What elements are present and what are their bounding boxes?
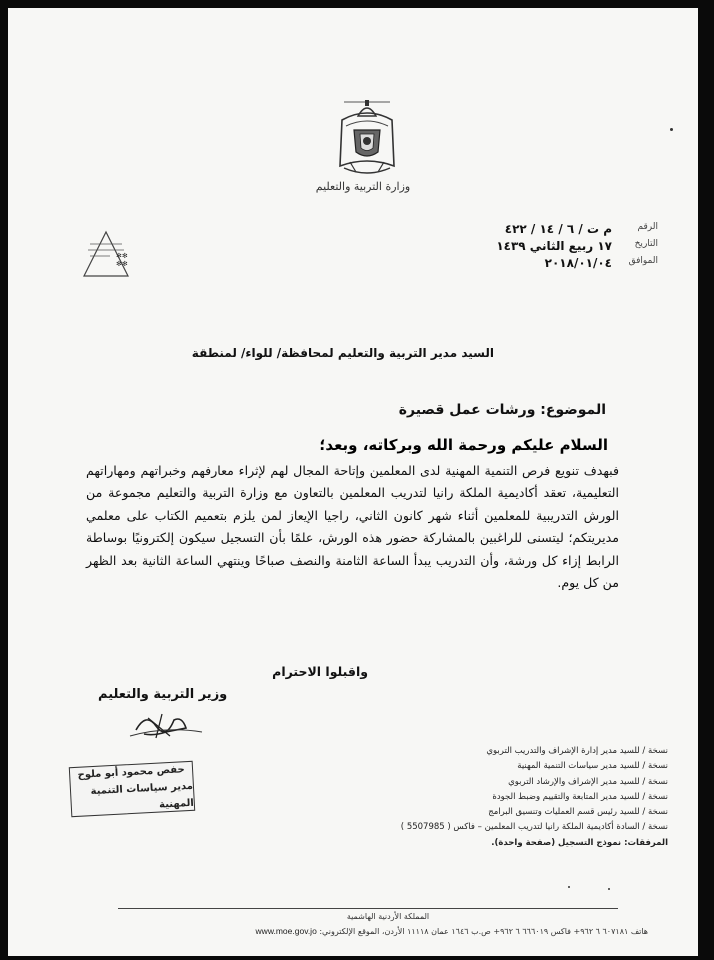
scan-speck [568, 886, 570, 888]
body-paragraph: فبهدف تنويع فرص التنمية المهنية لدى المعلمين وإتاحة المجال لهم لإثراء معارفهم وخبراتهم ومهاراتهم التعليمية، تعقد أكاديمية الملكة رانيا لتدريب المعلمين بالتعاون مع وزارة التربية والتعليم مجموعة من الورش التدريبية للمعلمين أثناء شهر كانون الثاني، راجيا الإيعاز لمن يلزم بتعميم الكتاب على معلمي مديريتكم؛ ليتسنى للراغبين بالمشاركة حضور هذه الورش، علمًا بأن التسجيل سيكون إلكترونيًا بوساطة الرابط إزاء كل ورشة، وأن التدريب يبدأ الساعة الثامنة والنصف صباحًا وينتهي الساعة الثانية بعد الظهر من كل يوم. [86, 463, 619, 591]
attachments-line: المرفقات: نموذج التسجيل (صفحة واحدة). [491, 837, 668, 848]
number-label: الرقم [637, 222, 658, 232]
ministry-name: وزارة التربية والتعليم [315, 180, 411, 193]
copy-recipient: نسخة / للسيد مدير سياسات التنمية المهنية [517, 761, 668, 772]
gregorian-date: ٢٠١٨/٠١/٠٤ [544, 256, 612, 270]
scan-speck [670, 128, 673, 131]
signature-mark [126, 706, 206, 742]
coat-of-arms-emblem [336, 86, 398, 180]
footer-website[interactable]: www.moe.gov.jo [255, 926, 317, 936]
corresponding-label: الموافق [628, 256, 658, 266]
subject-line: الموضوع: ورشات عمل قصيرة [398, 402, 606, 418]
stamp-title: مدير سياسات التنمية المهنية [90, 780, 195, 811]
reference-number: م ت / ٦ / ١٤ / ٤٢٢ [504, 222, 612, 236]
footer-contact-text: هاتف ٦٠٧١٨١ ٦ ٩٦٢+ فاكس ٦٦٦٠١٩ ٦ ٩٦٢+ ص.ب ١٦٤٦ عمان ١١١١٨ الأردن، الموقع الإلكتروني: [319, 927, 648, 936]
letter-body [86, 460, 619, 594]
copy-recipient: نسخة / السادة أكاديمية الملكة رانيا لتدريب المعلمين – فاكس ( 5507985 ) [400, 822, 668, 833]
certification-logo [76, 226, 136, 278]
scan-speck [608, 888, 610, 890]
reference-block [478, 222, 658, 273]
greeting: السلام عليكم ورحمة الله وبركاته، وبعد؛ [319, 436, 608, 454]
letter-page [8, 8, 698, 956]
copies-list [338, 744, 668, 851]
copy-recipient: نسخة / للسيد مدير المتابعة والتقييم وضبط الجودة [492, 791, 668, 802]
svg-text:✻✻: ✻✻ [116, 260, 128, 268]
closing-line: واقبلوا الاحترام [272, 664, 368, 679]
copy-recipient: نسخة / للسيد مدير الإشراف والإرشاد التربوي [508, 776, 668, 787]
official-stamp [69, 761, 195, 817]
copy-recipient: نسخة / للسيد رئيس قسم العمليات وتنسيق البرامج [488, 807, 668, 818]
footer-contact [158, 926, 648, 936]
svg-text:✻✻: ✻✻ [116, 252, 128, 260]
footer-country: المملكة الأردنية الهاشمية [346, 912, 430, 921]
date-label: التاريخ [634, 239, 658, 249]
copy-recipient: نسخة / للسيد مدير إدارة الإشراف والتدريب التربوي [486, 746, 668, 756]
hijri-date: ١٧ ربيع الثاني ١٤٣٩ [496, 239, 612, 253]
stamp-name: حفص محمود أبو ملوح [77, 763, 185, 781]
footer-divider [118, 908, 618, 909]
recipient-line: السيد مدير التربية والتعليم لمحافظة/ للواء/ لمنطقة [191, 346, 494, 360]
signatory-title: وزير التربية والتعليم [98, 687, 228, 702]
